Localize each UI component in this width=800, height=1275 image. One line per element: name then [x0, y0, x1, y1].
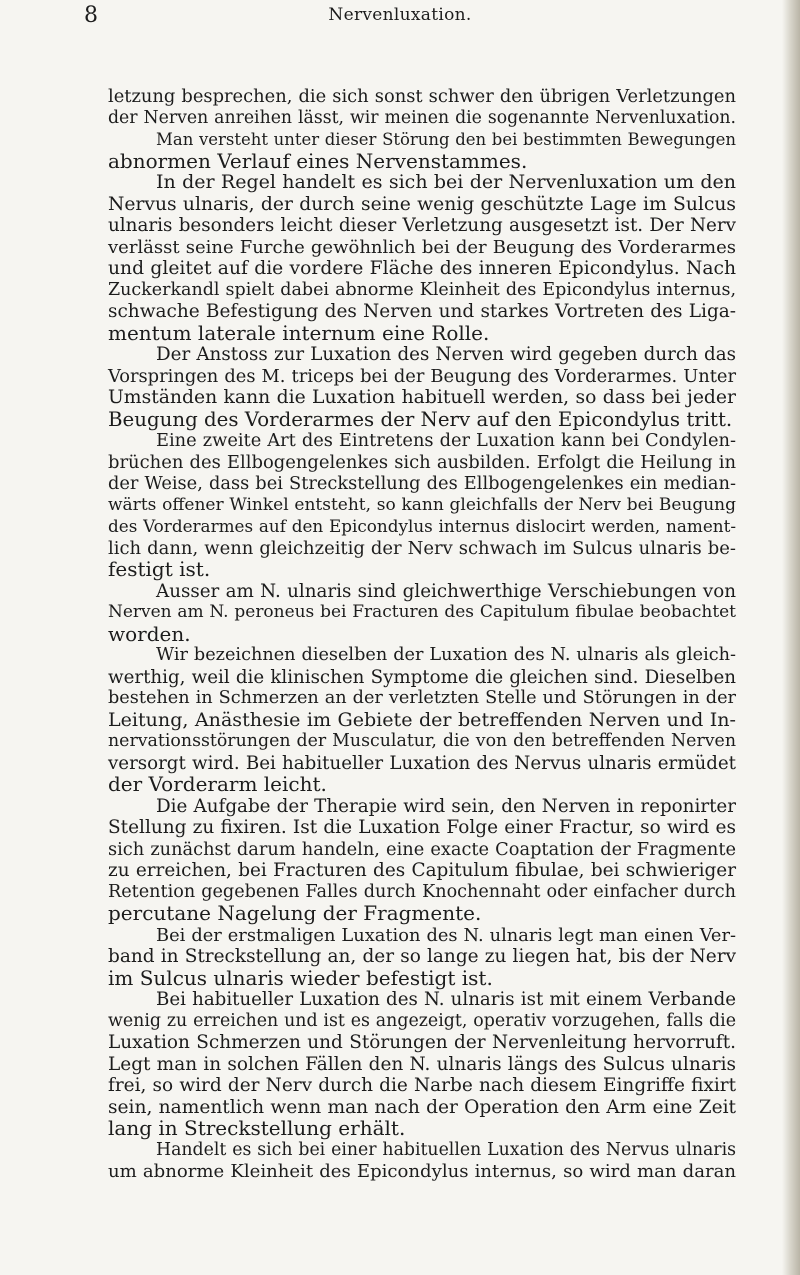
text-line: mentum laterale internum eine Rolle. — [108, 320, 490, 345]
text-line: wenig zu erreichen und ist es angezeigt, operativ vorzugehen, falls die — [108, 1010, 736, 1031]
text-line: zu erreichen, bei Fracturen des Capitulum fibulae, bei schwieriger — [108, 860, 736, 881]
text-line: abnormen Verlauf eines Nervenstammes. — [108, 148, 528, 173]
text-line: brüchen des Ellbogengelenkes sich ausbilden. Erfolgt die Heilung in — [108, 451, 736, 473]
text-line: des Vorderarmes auf den Epicondylus internus dislocirt werden, nament- — [108, 516, 736, 536]
text-line: Der Anstoss zur Luxation des Nerven wird gegeben durch das — [156, 344, 736, 365]
text-line: band in Streckstellung an, der so lange zu liegen hat, bis der Nerv — [108, 946, 736, 967]
text-line: der Nerven anreihen lässt, wir meinen die sogenannte Nervenluxation. — [108, 107, 736, 128]
text-line: verlässt seine Furche gewöhnlich bei der Beugung des Vorderarmes — [108, 236, 736, 258]
text-line: Stellung zu fixiren. Ist die Luxation Folge einer Fractur, so wird es — [108, 817, 736, 838]
text-line: Die Aufgabe der Therapie wird sein, den Nerven in reponirter — [156, 795, 736, 817]
text-line: Beugung des Vorderarmes der Nerv auf den Epicondylus tritt. — [108, 407, 733, 431]
text-line: Handelt es sich bei einer habituellen Luxation des Nervus ulnaris — [156, 1139, 736, 1160]
text-line: Bei habitueller Luxation des N. ulnaris ist mit einem Verbande — [156, 989, 736, 1010]
text-line: Eine zweite Art des Eintretens der Luxation kann bei Condylen- — [156, 430, 736, 451]
text-line: Wir bezeichnen dieselben der Luxation des N. ulnaris als gleich- — [156, 645, 736, 665]
text-line: Legt man in solchen Fällen den N. ulnaris längs des Sulcus ulnaris — [108, 1053, 736, 1075]
text-line: wärts offener Winkel entsteht, so kann gleichfalls der Nerv bei Beugung — [108, 494, 736, 515]
text-line: Bei der erstmaligen Luxation des N. ulnaris legt man einen Ver- — [156, 924, 736, 946]
text-line: schwache Befestigung des Nerven und starkes Vortreten des Liga- — [108, 301, 736, 322]
text-line: Ausser am N. ulnaris sind gleichwerthige Verschiebungen von — [156, 580, 736, 602]
text-line: ulnaris besonders leicht dieser Verletzung ausgesetzt ist. Der Nerv — [108, 215, 736, 236]
text-line: versorgt wird. Bei habitueller Luxation des Nervus ulnaris ermüdet — [108, 752, 736, 774]
text-line: der Vorderarm leicht. — [108, 772, 327, 796]
text-line: um abnorme Kleinheit des Epicondylus internus, so wird man daran — [108, 1161, 736, 1182]
text-line: und gleitet auf die vordere Fläche des inneren Epicondylus. Nach — [108, 258, 736, 279]
text-line: Retention gegebenen Falles durch Knochennaht oder einfacher durch — [108, 881, 736, 902]
text-line: im Sulcus ulnaris wieder befestigt ist. — [108, 965, 493, 990]
text-line: Leitung, Anästhesie im Gebiete der betreffenden Nerven und In- — [108, 708, 736, 731]
text-line: bestehen in Schmerzen an der verletzten Stelle und Störungen in der — [108, 688, 736, 708]
text-line: Nervus ulnaris, der durch seine wenig geschützte Lage im Sulcus — [108, 193, 736, 215]
text-line: sein, namentlich wenn man nach der Operation den Arm eine Zeit — [108, 1096, 736, 1118]
text-line: frei, so wird der Nerv durch die Narbe nach diesem Eingriffe fixirt — [108, 1075, 736, 1096]
page-number: 8 — [84, 3, 98, 28]
text-line: letzung besprechen, die sich sonst schwer den übrigen Verletzungen — [108, 86, 736, 107]
text-line: Nerven am N. peroneus bei Fracturen des Capitulum fibulae beobachtet — [108, 602, 736, 622]
text-line: Luxation Schmerzen und Störungen der Nervenleitung hervorruft. — [108, 1032, 736, 1053]
text-line: nervationsstörungen der Musculatur, die von den betreffenden Nerven — [108, 731, 736, 751]
page-edge-shadow — [782, 0, 800, 1275]
text-line: Vorspringen des M. triceps bei der Beugung des Vorderarmes. Unter — [108, 365, 736, 387]
text-line: sich zunächst darum handeln, eine exacte Coaptation der Fragmente — [108, 838, 736, 860]
text-line: festigt ist. — [108, 557, 211, 581]
text-line: lang in Streckstellung erhält. — [108, 1116, 406, 1140]
text-line: Man versteht unter dieser Störung den bei bestimmten Bewegungen — [156, 130, 736, 149]
text-line: werthig, weil die klinischen Symptome die gleichen sind. Dieselben — [108, 666, 736, 688]
text-line: worden. — [108, 621, 191, 646]
body-text — [108, 86, 736, 1183]
running-title: Nervenluxation. — [328, 5, 472, 25]
text-line: percutane Nagelung der Fragmente. — [108, 901, 482, 925]
text-line: Zuckerkandl spielt dabei abnorme Kleinheit des Epicondylus internus, — [108, 279, 736, 300]
text-line: der Weise, dass bei Streckstellung des Ellbogengelenkes ein median- — [108, 473, 736, 494]
text-line: In der Regel handelt es sich bei der Nervenluxation um den — [156, 171, 736, 193]
text-line: lich dann, wenn gleichzeitig der Nerv schwach im Sulcus ulnaris be- — [108, 537, 736, 559]
text-line: Umständen kann die Luxation habituell werden, so dass bei jeder — [108, 387, 736, 408]
